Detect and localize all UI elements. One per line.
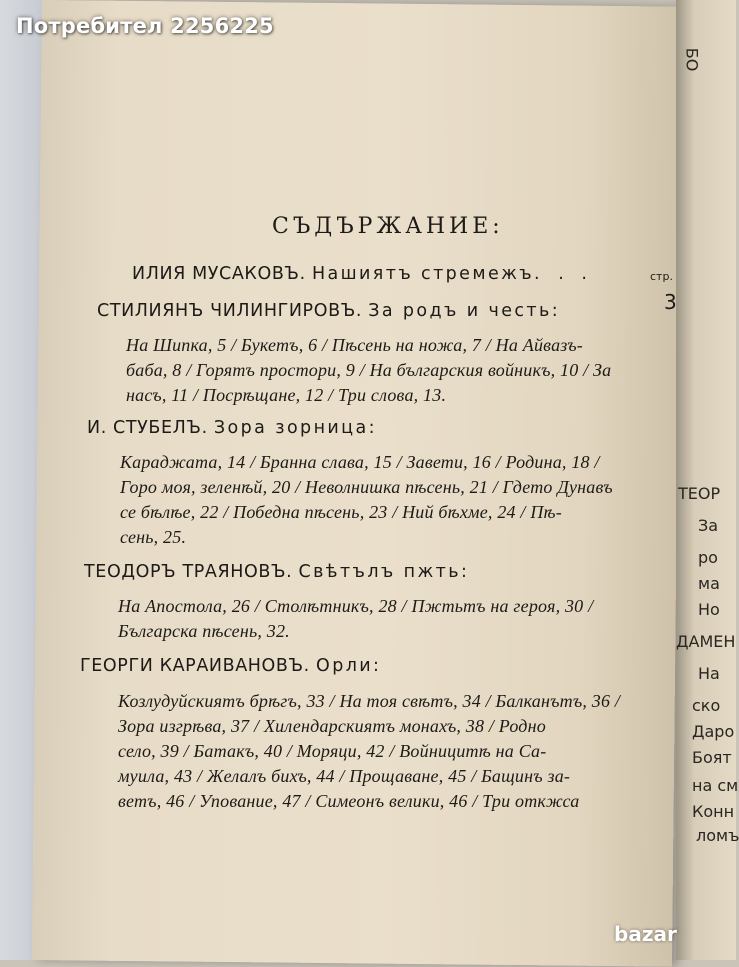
toc-section-heading <box>97 301 560 321</box>
leader-dots: . . <box>558 264 593 284</box>
author-name: ТЕОДОРЪ ТРАЯНОВЪ. <box>84 562 293 582</box>
toc-line: муила, 43 / Желалъ бихъ, 44 / Прощаване, 45 / Бащинъ за- <box>118 766 571 786</box>
toc-section-heading <box>84 562 469 582</box>
page-number: 3 <box>664 290 677 314</box>
next-page-fragment: Конн <box>692 802 735 821</box>
work-title: Нашиятъ стремежъ. <box>311 264 543 284</box>
next-page-fragment: На <box>698 664 720 683</box>
toc-line: ветъ, 46 / Упование, 47 / Симеонъ велики, 46 / Три откжса <box>118 791 580 811</box>
toc-line: Зора изгрѣва, 37 / Хилендарскиятъ монахъ, 38 / Родно <box>118 716 546 736</box>
next-page-fragment: За <box>698 516 719 535</box>
work-title: Орли: <box>316 656 382 676</box>
toc-line: На Апостола, 26 / Столѣтникъ, 28 / Пжтьтъ на героя, 30 / <box>118 596 594 616</box>
author-name: ГЕОРГИ КАРАИВАНОВЪ. <box>80 656 310 676</box>
next-page-fragment: ДАМЕН <box>676 632 736 651</box>
toc-line: Българска пѣсень, 32. <box>118 621 290 641</box>
toc-line: На Шипка, 5 / Букетъ, 6 / Пѣсень на ножа, 7 / На Айвазъ- <box>126 335 583 355</box>
next-page-fragment: на см <box>692 776 739 795</box>
page-column-label: стр. <box>650 270 673 283</box>
next-page-fragment: Но <box>698 600 720 619</box>
work-title: За родъ и честь: <box>368 301 561 321</box>
toc-section-heading <box>87 418 377 438</box>
next-page-fragment: Даро <box>692 722 735 741</box>
toc-line: Караджата, 14 / Бранна слава, 15 / Завети, 16 / Родина, 18 / <box>120 452 600 472</box>
logo-text: bazar <box>614 922 677 946</box>
author-name: И. СТУБЕЛЪ. <box>87 418 208 438</box>
next-page-fragment: ма <box>698 574 720 593</box>
next-page-fragment: ломъ <box>696 826 739 845</box>
toc-line: баба, 8 / Горятъ простори, 9 / На българския войникъ, 10 / За <box>126 360 612 380</box>
next-page-fragment: ро <box>698 548 718 567</box>
toc-line: сень, 25. <box>120 527 187 547</box>
work-title: Свѣтълъ пжть: <box>298 562 470 582</box>
next-page-fragment: ТЕОР <box>678 484 721 503</box>
toc-section-heading <box>80 656 381 676</box>
next-page-fragment: БО <box>682 47 702 72</box>
author-name: ИЛИЯ МУСАКОВЪ. <box>132 264 306 284</box>
toc-line: се бѣлѣе, 22 / Победна пѣсень, 23 / Ний бѣхме, 24 / Пѣ- <box>120 502 562 522</box>
work-title: Зора зорница: <box>213 418 377 438</box>
bazar-logo <box>614 922 710 948</box>
author-name: СТИЛИЯНЪ ЧИЛИНГИРОВЪ. <box>97 301 363 321</box>
user-watermark: Потребител 2256225 <box>16 14 274 38</box>
next-page-fragment: Боят <box>692 748 732 767</box>
toc-line: село, 39 / Батакъ, 40 / Моряци, 42 / Войницитѣ на Са- <box>118 741 547 761</box>
page-title: СЪДЪРЖАНИЕ: <box>272 214 504 239</box>
toc-entry-first <box>132 264 593 284</box>
next-page-fragment: ско <box>692 696 721 715</box>
toc-line: насъ, 11 / Посрѣщане, 12 / Три слова, 13. <box>126 385 447 405</box>
toc-line: Горо моя, зеленѣй, 20 / Неволнишка пѣсень, 21 / Гдето Дунавъ <box>120 477 613 497</box>
toc-line: Козлудуйскиятъ брѣгъ, 33 / На тоя свѣтъ, 34 / Балканътъ, 36 / <box>118 691 621 711</box>
